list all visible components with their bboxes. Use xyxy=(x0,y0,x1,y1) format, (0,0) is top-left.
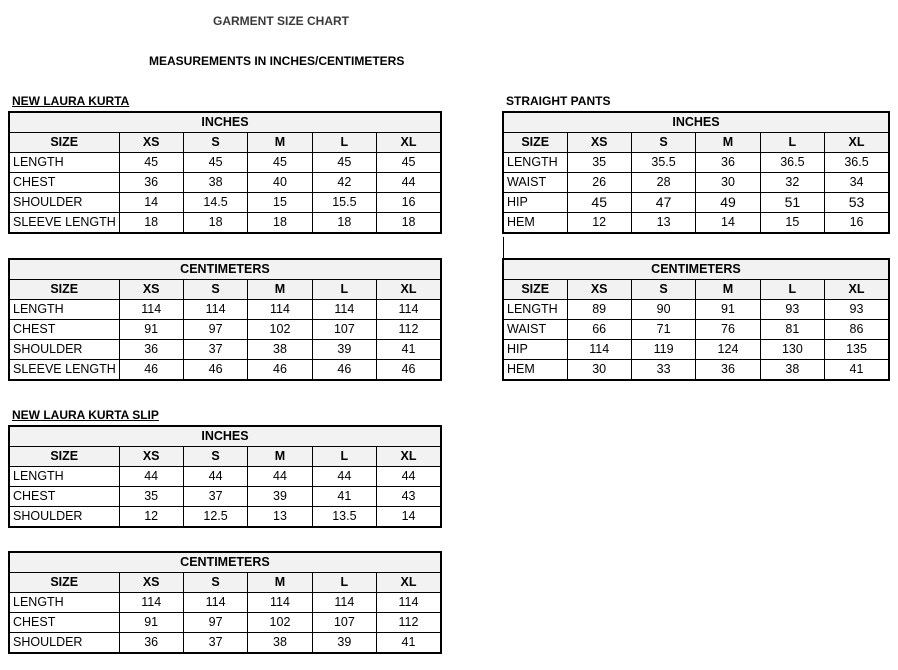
unit-label: CENTIMETERS xyxy=(503,259,889,280)
row-label: CHEST xyxy=(9,487,119,507)
row-label: SHOULDER xyxy=(9,193,119,213)
cell-value: 13.5 xyxy=(312,507,376,528)
column-header-s: S xyxy=(183,280,247,300)
table-row xyxy=(9,340,441,360)
column-header-m: M xyxy=(696,280,760,300)
cell-value: 14 xyxy=(377,507,441,528)
cell-value: 91 xyxy=(696,300,760,320)
cell-value: 46 xyxy=(119,360,183,381)
row-label: LENGTH xyxy=(503,300,567,320)
column-header-l: L xyxy=(312,133,376,153)
pants-section-title: STRAIGHT PANTS xyxy=(506,94,611,108)
cell-value: 33 xyxy=(631,360,695,381)
table-row xyxy=(9,360,441,381)
cell-value: 114 xyxy=(248,593,312,613)
column-header-m: M xyxy=(248,573,312,593)
cell-value: 112 xyxy=(377,320,441,340)
column-header-s: S xyxy=(183,573,247,593)
cell-value: 93 xyxy=(825,300,889,320)
cell-value: 37 xyxy=(183,487,247,507)
cell-value: 44 xyxy=(377,467,441,487)
cell-value: 40 xyxy=(248,173,312,193)
table-row xyxy=(503,300,889,320)
column-header-xs: XS xyxy=(119,280,183,300)
cell-value: 114 xyxy=(312,300,376,320)
cell-value: 44 xyxy=(312,467,376,487)
cell-value: 66 xyxy=(567,320,631,340)
cell-value: 44 xyxy=(248,467,312,487)
table-row xyxy=(503,340,889,360)
cell-value: 18 xyxy=(312,213,376,234)
cell-value: 102 xyxy=(248,320,312,340)
row-label: LENGTH xyxy=(9,153,119,173)
table-row xyxy=(503,153,889,173)
unit-header-row xyxy=(9,426,441,447)
row-label: LENGTH xyxy=(503,153,567,173)
cell-value: 49 xyxy=(696,193,760,213)
cell-value: 119 xyxy=(631,340,695,360)
unit-header-row xyxy=(9,259,441,280)
column-header-l: L xyxy=(760,280,824,300)
cell-value: 114 xyxy=(183,593,247,613)
cell-value: 93 xyxy=(760,300,824,320)
row-label: SLEEVE LENGTH xyxy=(9,360,119,381)
cell-value: 16 xyxy=(377,193,441,213)
cell-value: 18 xyxy=(119,213,183,234)
column-header-m: M xyxy=(696,133,760,153)
cell-value: 35.5 xyxy=(631,153,695,173)
table-row xyxy=(503,173,889,193)
column-header-xs: XS xyxy=(119,133,183,153)
cell-value: 14 xyxy=(119,193,183,213)
cell-value: 14 xyxy=(696,213,760,234)
column-header-row xyxy=(503,133,889,153)
cell-value: 18 xyxy=(377,213,441,234)
row-label: CHEST xyxy=(9,613,119,633)
cell-value: 12 xyxy=(119,507,183,528)
table-row xyxy=(503,193,889,213)
pants-cm-table xyxy=(502,258,890,381)
cell-value: 13 xyxy=(248,507,312,528)
cell-value: 47 xyxy=(631,193,695,213)
cell-value: 114 xyxy=(312,593,376,613)
cell-value: 35 xyxy=(119,487,183,507)
column-header-xl: XL xyxy=(825,280,889,300)
cell-value: 45 xyxy=(377,153,441,173)
cell-value: 26 xyxy=(567,173,631,193)
cell-value: 34 xyxy=(825,173,889,193)
cell-value: 18 xyxy=(183,213,247,234)
table-row xyxy=(9,213,441,234)
slip-section-title: NEW LAURA KURTA SLIP xyxy=(12,408,159,422)
cell-value: 36 xyxy=(696,153,760,173)
table-row xyxy=(9,320,441,340)
table-row xyxy=(9,193,441,213)
unit-header-row xyxy=(9,552,441,573)
cell-value: 18 xyxy=(248,213,312,234)
column-header-row xyxy=(9,280,441,300)
table-row xyxy=(9,300,441,320)
unit-label: INCHES xyxy=(503,112,889,133)
cell-value: 53 xyxy=(825,193,889,213)
table-row xyxy=(9,507,441,528)
table-row xyxy=(9,487,441,507)
row-label: HIP xyxy=(503,193,567,213)
table-row xyxy=(9,153,441,173)
row-label: CHEST xyxy=(9,173,119,193)
column-header-s: S xyxy=(183,447,247,467)
kurta-cm-table xyxy=(8,258,442,381)
cell-value: 12 xyxy=(567,213,631,234)
cell-value: 107 xyxy=(312,320,376,340)
row-label: CHEST xyxy=(9,320,119,340)
cell-value: 71 xyxy=(631,320,695,340)
column-header-xs: XS xyxy=(119,573,183,593)
cell-value: 37 xyxy=(183,340,247,360)
cell-value: 16 xyxy=(825,213,889,234)
column-header-row xyxy=(9,573,441,593)
cell-value: 37 xyxy=(183,633,247,654)
cell-value: 38 xyxy=(248,340,312,360)
column-header-xl: XL xyxy=(377,573,441,593)
column-header-l: L xyxy=(760,133,824,153)
cell-value: 112 xyxy=(377,613,441,633)
cell-value: 86 xyxy=(825,320,889,340)
cell-value: 39 xyxy=(312,633,376,654)
cell-value: 43 xyxy=(377,487,441,507)
cell-value: 13 xyxy=(631,213,695,234)
cell-value: 114 xyxy=(248,300,312,320)
table-row xyxy=(503,360,889,381)
cell-value: 51 xyxy=(760,193,824,213)
column-header-l: L xyxy=(312,280,376,300)
cell-value: 46 xyxy=(377,360,441,381)
kurta-inches-table xyxy=(8,111,442,234)
cell-value: 135 xyxy=(825,340,889,360)
cell-value: 97 xyxy=(183,320,247,340)
cell-value: 42 xyxy=(312,173,376,193)
cell-value: 45 xyxy=(567,193,631,213)
cell-value: 45 xyxy=(183,153,247,173)
cell-value: 14.5 xyxy=(183,193,247,213)
cell-value: 28 xyxy=(631,173,695,193)
cell-value: 38 xyxy=(183,173,247,193)
column-header-xl: XL xyxy=(377,280,441,300)
table-row xyxy=(9,613,441,633)
row-label: HIP xyxy=(503,340,567,360)
cell-value: 124 xyxy=(696,340,760,360)
row-label: WAIST xyxy=(503,173,567,193)
cell-value: 36 xyxy=(119,633,183,654)
row-label: HEM xyxy=(503,360,567,381)
row-label: HEM xyxy=(503,213,567,234)
table-row xyxy=(503,213,889,234)
cell-value: 89 xyxy=(567,300,631,320)
cell-value: 114 xyxy=(377,300,441,320)
cell-value: 41 xyxy=(377,340,441,360)
cell-value: 36.5 xyxy=(825,153,889,173)
cell-value: 32 xyxy=(760,173,824,193)
column-header-m: M xyxy=(248,133,312,153)
unit-label: CENTIMETERS xyxy=(9,259,441,280)
column-header-xs: XS xyxy=(567,280,631,300)
cell-value: 12.5 xyxy=(183,507,247,528)
cell-value: 35 xyxy=(567,153,631,173)
slip-inches-table xyxy=(8,425,442,528)
cell-value: 44 xyxy=(183,467,247,487)
cell-value: 41 xyxy=(377,633,441,654)
cell-value: 97 xyxy=(183,613,247,633)
table-row xyxy=(503,320,889,340)
column-header-row xyxy=(503,280,889,300)
cell-value: 45 xyxy=(248,153,312,173)
column-header-row xyxy=(9,447,441,467)
cell-value: 102 xyxy=(248,613,312,633)
pants-inches-table xyxy=(502,111,890,234)
cell-value: 15.5 xyxy=(312,193,376,213)
cell-value: 46 xyxy=(312,360,376,381)
pants-divider xyxy=(503,237,504,258)
cell-value: 44 xyxy=(377,173,441,193)
cell-value: 107 xyxy=(312,613,376,633)
cell-value: 36.5 xyxy=(760,153,824,173)
cell-value: 36 xyxy=(696,360,760,381)
column-header-xl: XL xyxy=(825,133,889,153)
column-header-xs: XS xyxy=(567,133,631,153)
cell-value: 114 xyxy=(377,593,441,613)
cell-value: 114 xyxy=(183,300,247,320)
unit-label: CENTIMETERS xyxy=(9,552,441,573)
cell-value: 46 xyxy=(183,360,247,381)
cell-value: 45 xyxy=(312,153,376,173)
cell-value: 91 xyxy=(119,320,183,340)
row-label: SHOULDER xyxy=(9,340,119,360)
unit-header-row xyxy=(503,112,889,133)
cell-value: 114 xyxy=(567,340,631,360)
slip-cm-table xyxy=(8,551,442,654)
row-label: SHOULDER xyxy=(9,633,119,654)
row-label: SHOULDER xyxy=(9,507,119,528)
row-label: LENGTH xyxy=(9,467,119,487)
column-header-size: SIZE xyxy=(503,133,567,153)
cell-value: 38 xyxy=(760,360,824,381)
cell-value: 46 xyxy=(248,360,312,381)
column-header-l: L xyxy=(312,447,376,467)
column-header-xl: XL xyxy=(377,133,441,153)
table-row xyxy=(9,593,441,613)
cell-value: 81 xyxy=(760,320,824,340)
row-label: LENGTH xyxy=(9,300,119,320)
cell-value: 76 xyxy=(696,320,760,340)
column-header-size: SIZE xyxy=(9,447,119,467)
cell-value: 41 xyxy=(312,487,376,507)
column-header-size: SIZE xyxy=(9,133,119,153)
column-header-xs: XS xyxy=(119,447,183,467)
cell-value: 114 xyxy=(119,593,183,613)
unit-label: INCHES xyxy=(9,426,441,447)
column-header-l: L xyxy=(312,573,376,593)
unit-header-row xyxy=(9,112,441,133)
cell-value: 15 xyxy=(248,193,312,213)
column-header-m: M xyxy=(248,447,312,467)
kurta-section-title: NEW LAURA KURTA xyxy=(12,94,130,108)
cell-value: 41 xyxy=(825,360,889,381)
cell-value: 130 xyxy=(760,340,824,360)
cell-value: 44 xyxy=(119,467,183,487)
table-row xyxy=(9,467,441,487)
cell-value: 38 xyxy=(248,633,312,654)
column-header-size: SIZE xyxy=(503,280,567,300)
cell-value: 30 xyxy=(567,360,631,381)
column-header-size: SIZE xyxy=(9,573,119,593)
page-subtitle: MEASUREMENTS IN INCHES/CENTIMETERS xyxy=(149,54,405,68)
column-header-s: S xyxy=(183,133,247,153)
unit-label: INCHES xyxy=(9,112,441,133)
cell-value: 15 xyxy=(760,213,824,234)
column-header-s: S xyxy=(631,280,695,300)
cell-value: 39 xyxy=(248,487,312,507)
row-label: SLEEVE LENGTH xyxy=(9,213,119,234)
unit-header-row xyxy=(503,259,889,280)
column-header-s: S xyxy=(631,133,695,153)
table-row xyxy=(9,173,441,193)
cell-value: 30 xyxy=(696,173,760,193)
cell-value: 91 xyxy=(119,613,183,633)
cell-value: 39 xyxy=(312,340,376,360)
row-label: WAIST xyxy=(503,320,567,340)
cell-value: 36 xyxy=(119,340,183,360)
table-row xyxy=(9,633,441,654)
cell-value: 114 xyxy=(119,300,183,320)
cell-value: 90 xyxy=(631,300,695,320)
cell-value: 45 xyxy=(119,153,183,173)
cell-value: 36 xyxy=(119,173,183,193)
column-header-xl: XL xyxy=(377,447,441,467)
row-label: LENGTH xyxy=(9,593,119,613)
page-title: GARMENT SIZE CHART xyxy=(213,14,349,28)
column-header-row xyxy=(9,133,441,153)
column-header-m: M xyxy=(248,280,312,300)
column-header-size: SIZE xyxy=(9,280,119,300)
